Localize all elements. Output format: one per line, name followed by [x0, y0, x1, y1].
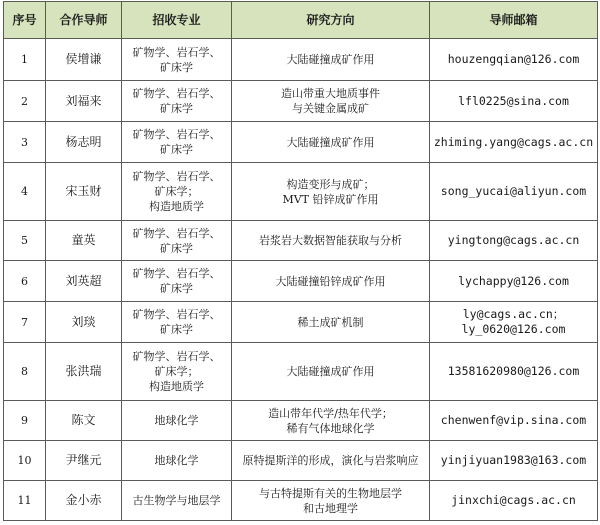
cell-majors [122, 221, 232, 261]
cell-majors [122, 39, 232, 81]
cell-research-line: 稀土成矿机制 [297, 315, 364, 329]
cell-email [430, 441, 598, 481]
cell-majors-line: 矿床学； [154, 185, 199, 198]
cell-index: 3 [4, 122, 46, 163]
header-index: 序号 [4, 2, 46, 39]
cell-majors [122, 441, 232, 481]
cell-majors [122, 481, 232, 521]
cell-research-line: 大陆碰撞成矿作用 [286, 365, 375, 378]
cell-email-line: chenwenf@vip.sina.com [440, 413, 587, 427]
cell-index: 6 [4, 261, 46, 302]
table-row [4, 401, 598, 441]
table-row [4, 81, 598, 122]
cell-research-line: 大陆碰撞成矿作用 [286, 135, 375, 149]
cell-advisor: 金小赤 [46, 481, 122, 521]
cell-majors-line: 矿床学 [160, 241, 193, 255]
cell-email-line: jinxchi@cags.ac.cn [451, 493, 576, 507]
header-email: 导师邮箱 [430, 2, 598, 39]
cell-advisor: 侯增谦 [46, 39, 122, 81]
cell-research-line: 造山带年代学/热年代学； [268, 406, 393, 420]
cell-advisor: 刘福来 [46, 81, 122, 122]
cell-advisor: 刘琰 [46, 302, 122, 343]
cell-majors-line: 矿床学 [160, 143, 193, 156]
cell-email [430, 481, 598, 521]
cell-email [430, 163, 598, 221]
cell-index: 8 [4, 343, 46, 401]
cell-index: 10 [4, 441, 46, 481]
header-majors: 招收专业 [122, 2, 232, 39]
table-row [4, 122, 598, 163]
cell-research [232, 163, 430, 221]
cell-index: 11 [4, 481, 46, 521]
cell-research [232, 261, 430, 302]
cell-majors-line: 矿物学、岩石学、 [132, 267, 221, 280]
cell-majors-line: 地球化学 [154, 414, 199, 427]
cell-majors-line: 矿物学、岩石学、 [132, 128, 221, 141]
cell-email-line: yingtong@cags.ac.cn [447, 233, 580, 247]
cell-email-line: song_yucai@aliyun.com [440, 184, 587, 198]
cell-email-line: 13581620980@126.com [447, 364, 580, 378]
cell-advisor: 刘英超 [46, 261, 122, 302]
table-row [4, 302, 598, 343]
cell-majors [122, 261, 232, 302]
cell-email [430, 401, 598, 441]
cell-email-line: ly@cags.ac.cn； [462, 307, 565, 321]
cell-research-line: 稀有气体地球化学 [286, 421, 375, 435]
cell-email-line: lfl0225@sina.com [458, 93, 569, 108]
cell-majors-line: 古生物学与地层学 [132, 494, 221, 507]
cell-research [232, 441, 430, 481]
cell-index: 4 [4, 163, 46, 221]
cell-majors-line: 矿床学 [160, 102, 193, 115]
cell-research-line: 与古特提斯有关的生物地层学 [259, 486, 402, 500]
cell-research-line: 岩浆岩大数据智能获取与分析 [259, 234, 402, 247]
cell-majors [122, 302, 232, 343]
cell-email-line: houzengqian@126.com [447, 52, 580, 66]
advisor-table [3, 1, 598, 521]
cell-advisor: 童英 [46, 221, 122, 261]
cell-research [232, 302, 430, 343]
cell-majors-line: 矿床学 [160, 60, 193, 74]
cell-advisor: 尹继元 [46, 441, 122, 481]
cell-research-line: 构造变形与成矿； [286, 177, 375, 191]
table-header-row [4, 2, 598, 39]
cell-email [430, 81, 598, 122]
cell-majors [122, 81, 232, 122]
cell-majors-line: 构造地质学 [149, 380, 204, 393]
table-row [4, 343, 598, 401]
cell-research [232, 122, 430, 163]
cell-research-line: 大陆碰撞铅锌成矿作用 [275, 274, 386, 288]
header-advisor: 合作导师 [46, 2, 122, 39]
table-row [4, 261, 598, 302]
cell-index: 1 [4, 39, 46, 81]
cell-majors [122, 343, 232, 401]
cell-advisor: 宋玉财 [46, 163, 122, 221]
cell-email [430, 122, 598, 163]
cell-email [430, 302, 598, 343]
cell-research [232, 81, 430, 122]
cell-majors-line: 矿床学 [160, 282, 193, 295]
cell-research-line: 造山带重大地质事件 [281, 87, 380, 100]
cell-research [232, 343, 430, 401]
cell-majors-line: 构造地质学 [149, 200, 204, 213]
cell-majors-line: 矿物学、岩石学、 [132, 45, 221, 59]
cell-advisor: 杨志明 [46, 122, 122, 163]
cell-advisor: 张洪瑞 [46, 343, 122, 401]
cell-majors-line: 矿物学、岩石学、 [132, 308, 221, 321]
cell-majors [122, 163, 232, 221]
cell-majors-line: 矿物学、岩石学、 [132, 87, 221, 100]
cell-research [232, 481, 430, 521]
table-row [4, 163, 598, 221]
header-research: 研究方向 [232, 2, 430, 39]
table-row [4, 221, 598, 261]
cell-email [430, 39, 598, 81]
cell-index: 9 [4, 401, 46, 441]
cell-majors [122, 122, 232, 163]
cell-research-line: 和古地理学 [303, 501, 358, 515]
cell-research-line: 大陆碰撞成矿作用 [286, 53, 375, 66]
cell-index: 5 [4, 221, 46, 261]
cell-email-line: yinjiyuan1983@163.com [440, 453, 587, 467]
cell-email [430, 343, 598, 401]
cell-email-line: lychappy@126.com [458, 273, 569, 288]
cell-research [232, 401, 430, 441]
cell-index: 7 [4, 302, 46, 343]
table-row [4, 39, 598, 81]
table-row [4, 481, 598, 521]
cell-email [430, 261, 598, 302]
cell-research-line: MVT 铅锌成矿作用 [282, 192, 379, 206]
cell-research [232, 39, 430, 81]
cell-majors-line: 矿床学； [154, 365, 199, 378]
cell-majors [122, 401, 232, 441]
cell-majors-line: 地球化学 [154, 454, 199, 467]
cell-majors-line: 矿物学、岩石学、 [132, 226, 221, 240]
cell-majors-line: 矿床学 [160, 323, 193, 336]
cell-email-line: ly_0620@126.com [461, 322, 566, 336]
cell-majors-line: 矿物学、岩石学、 [132, 170, 221, 183]
cell-research-line: 原特提斯洋的形成，演化与岩浆响应 [242, 454, 419, 467]
cell-majors-line: 矿物学、岩石学、 [132, 350, 221, 363]
table-row [4, 441, 598, 481]
cell-research-line: 与关键金属成矿 [292, 102, 369, 115]
cell-advisor: 陈文 [46, 401, 122, 441]
cell-email [430, 221, 598, 261]
cell-research [232, 221, 430, 261]
cell-email-line: zhiming.yang@cags.ac.cn [433, 134, 594, 149]
cell-index: 2 [4, 81, 46, 122]
